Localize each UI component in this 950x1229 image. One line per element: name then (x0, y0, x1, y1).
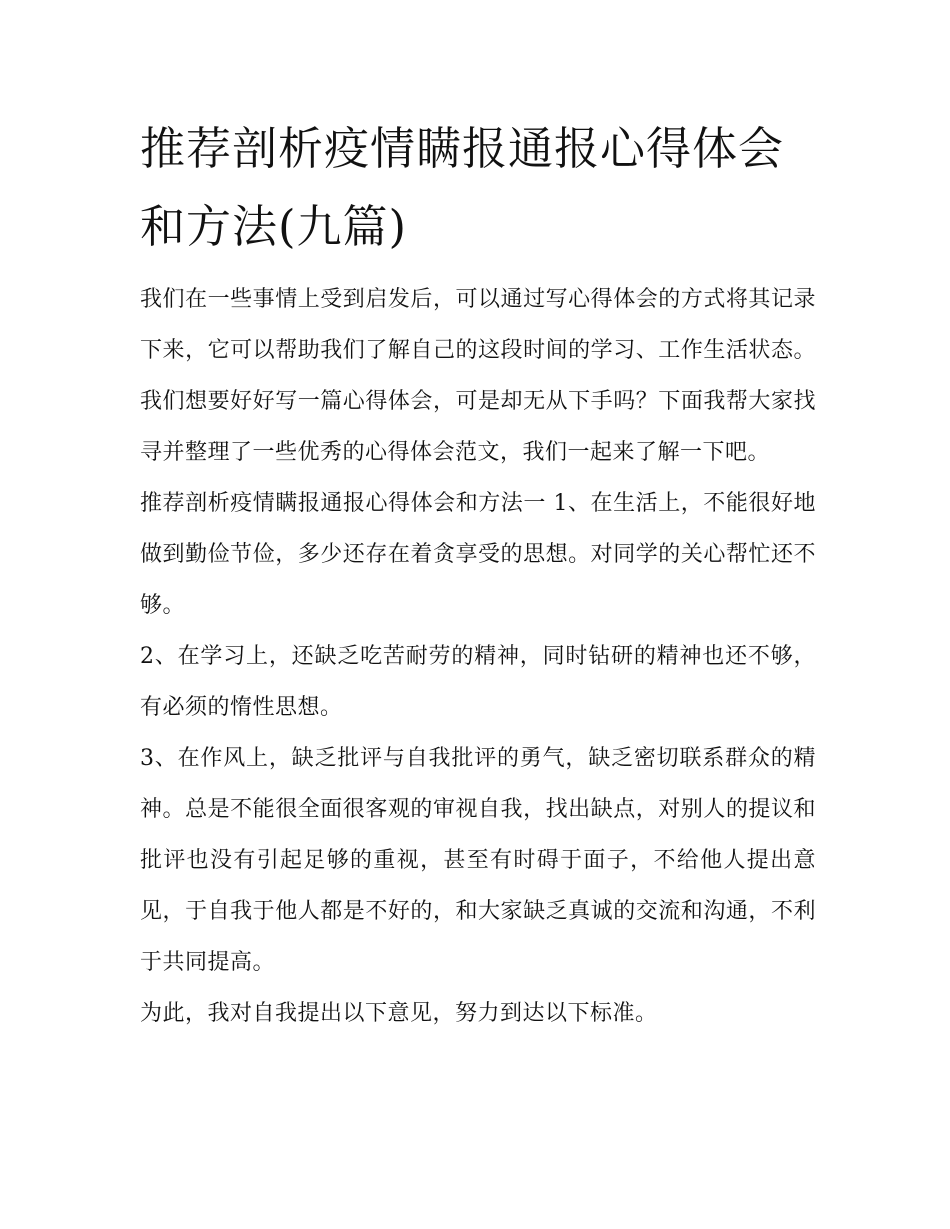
paragraph-point-1: 推荐剖析疫情瞒报通报心得体会和方法一 1、在生活上，不能很好地做到勤俭节俭，多少还存在着贪享受的思想。对同学的关心帮忙还不够。 (140, 491, 816, 618)
document-body (140, 274, 816, 1039)
document-page (140, 110, 816, 1039)
document-title: 推荐剖析疫情瞒报通报心得体会和方法(九篇) (140, 122, 785, 253)
paragraph-intro: 我们在一些事情上受到启发后，可以通过写心得体会的方式将其记录下来，它可以帮助我们了解自己的这段时间的学习、工作生活状态。我们想要好好写一篇心得体会，可是却无从下手吗？下面我帮大家找寻并整理了一些优秀的心得体会范文，我们一起来了解一下吧。 (140, 287, 816, 465)
paragraph-point-2: 2、在学习上，还缺乏吃苦耐劳的精神，同时钻研的精神也还不够，有必须的惰性思想。 (140, 644, 816, 720)
paragraph-point-3: 3、在作风上，缺乏批评与自我批评的勇气，缺乏密切联系群众的精神。总是不能很全面很客观的审视自我，找出缺点，对别人的提议和批评也没有引起足够的重视，甚至有时碍于面子，不给他人提出意见，于自我于他人都是不好的，和大家缺乏真诚的交流和沟通，不利于共同提高。 (140, 746, 816, 975)
paragraph-conclusion: 为此，我对自我提出以下意见，努力到达以下标准。 (140, 1001, 658, 1026)
